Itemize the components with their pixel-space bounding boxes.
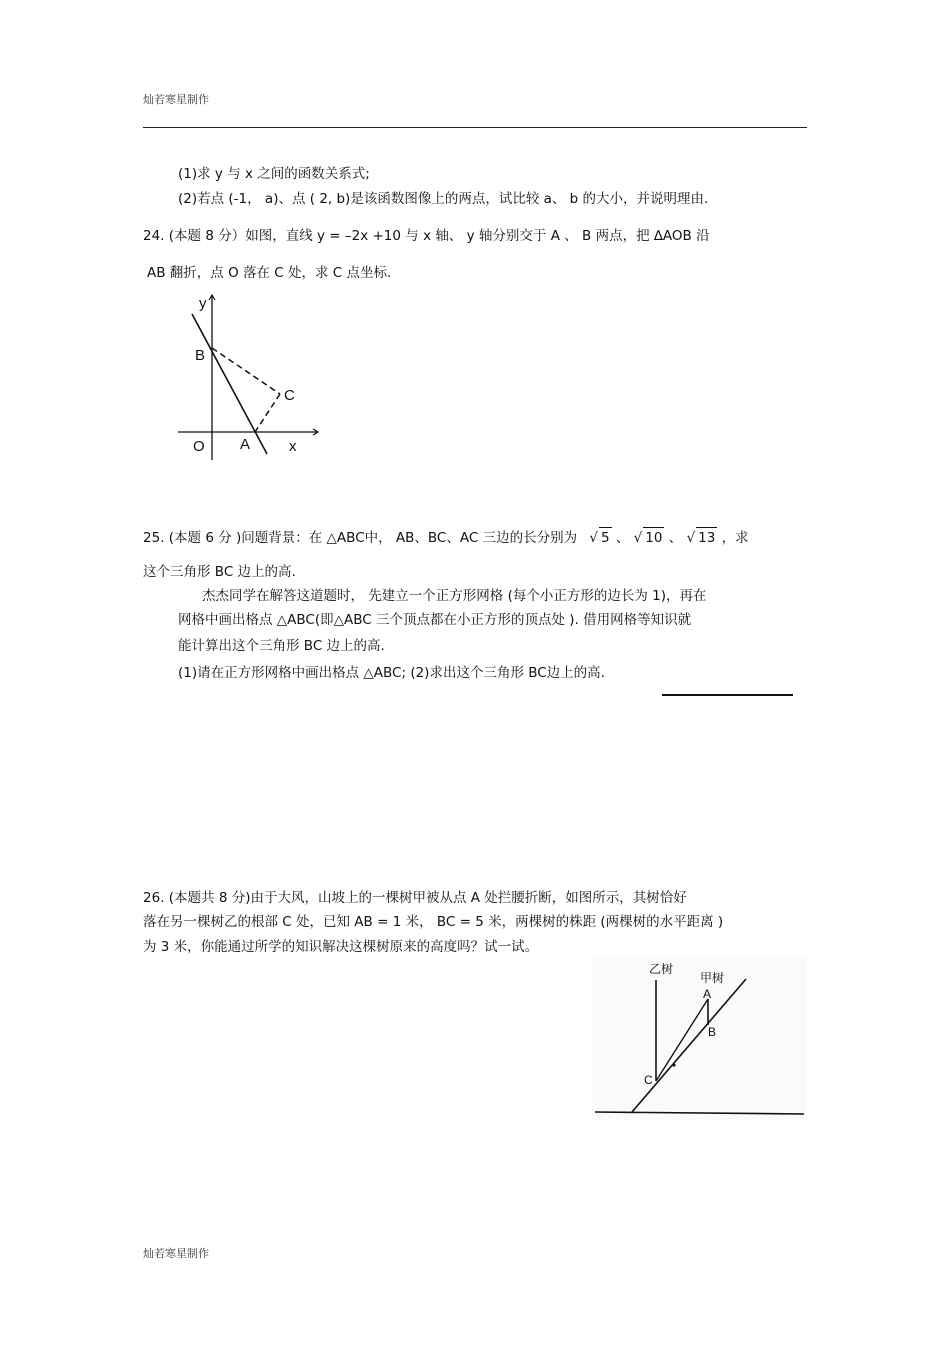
q25-line4: 网格中画出格点 △ABC(即△ABC 三个顶点都在小正方形的顶点处 ). 借用网格等知识就	[178, 612, 692, 628]
page-header: 灿若寒星制作	[143, 93, 209, 106]
sep-2: 、	[668, 530, 683, 546]
q25-line3: 杰杰同学在解答这道题时， 先建立一个正方形网格 (每个小正方形的边长为 1)，再在	[202, 588, 707, 604]
line-ab	[192, 314, 267, 454]
answer-underline	[662, 694, 793, 696]
sqrt-5: √ 5	[589, 530, 611, 546]
q25-line1-end: ，求	[721, 530, 749, 546]
page-footer: 灿若寒星制作	[143, 1247, 209, 1260]
q25-line1-text: 25. (本题 6 分 )问题背景：在 △ABC中， AB、BC、AC 三边的长分别为	[143, 530, 578, 546]
label-a2: A	[703, 987, 712, 1001]
q25-line1	[143, 527, 749, 548]
label-c: C	[284, 387, 295, 404]
q26-line3: 为 3 米，你能通过所学的知识解决这棵树原来的高度吗？试一试。	[143, 939, 539, 955]
label-y: y	[199, 295, 207, 312]
header-rule	[143, 127, 807, 128]
dashed-ca	[255, 394, 280, 432]
label-c2: C	[644, 1073, 653, 1087]
label-b: B	[195, 347, 206, 364]
sqrt-10: √ 10	[634, 530, 665, 546]
dot-mark	[672, 1063, 675, 1066]
q25-line5: 能计算出这个三角形 BC 边上的高.	[178, 638, 385, 654]
label-x: x	[289, 438, 297, 455]
label-jia-tree: 甲树	[700, 971, 725, 985]
q24-figure	[170, 290, 320, 465]
q25-line2: 这个三角形 BC 边上的高.	[143, 564, 296, 580]
label-yi-tree: 乙树	[649, 962, 674, 976]
label-b2: B	[708, 1025, 717, 1039]
q25-line6: (1)请在正方形网格中画出格点 △ABC; (2)求出这个三角形 BC边上的高.	[178, 665, 605, 681]
sqrt-13: √ 13	[687, 530, 718, 546]
label-a: A	[240, 436, 251, 453]
q23-part2: (2)若点 (-1， a)、点 ( 2, b)是该函数图像上的两点，试比较 a、 b 的大小，并说明理由.	[178, 191, 709, 207]
sep-1: 、	[615, 530, 630, 546]
q26-line2: 落在另一棵树乙的根部 C 处，已知 AB = 1 米， BC = 5 米，两棵树的株距 (两棵树的水平距离 )	[143, 914, 724, 930]
q23-part1: (1)求 y 与 x 之间的函数关系式;	[178, 166, 370, 182]
q24-line1: 24. (本题 8 分）如图，直线 y = –2x +10 与 x 轴、 y 轴分别交于 A 、 B 两点，把 ∆AOB 沿	[143, 228, 710, 244]
q26-figure	[592, 955, 807, 1120]
q26-line1: 26. (本题共 8 分)由于大风，山坡上的一棵树甲被从点 A 处拦腰折断，如图所示，其树恰好	[143, 890, 687, 906]
q24-line2: AB 翻折，点 O 落在 C 处，求 C 点坐标.	[147, 265, 392, 281]
label-o: O	[193, 438, 205, 455]
